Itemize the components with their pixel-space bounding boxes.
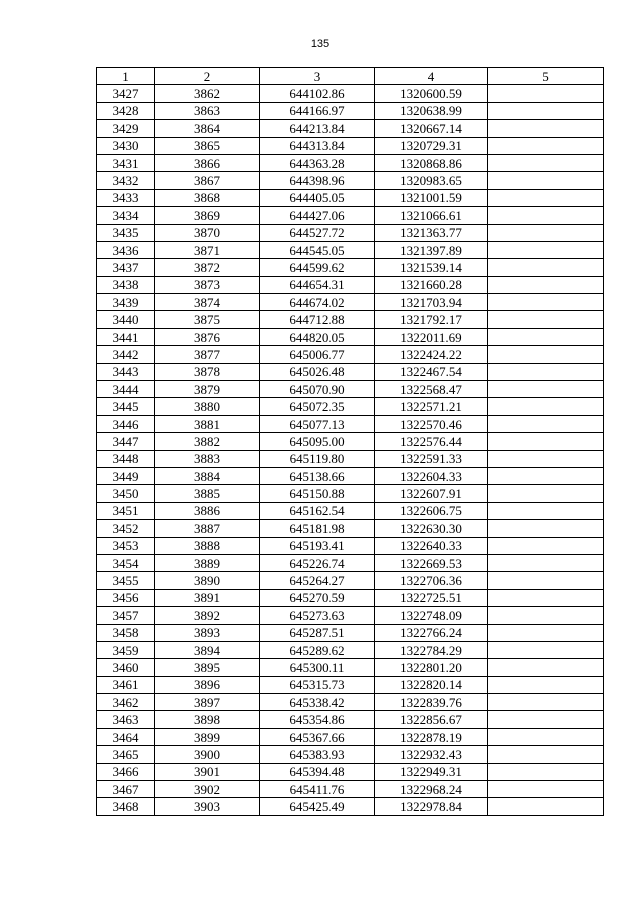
table-cell-col4: 1321703.94 [375,294,488,311]
table-cell-col3: 645383.93 [260,746,375,763]
table-cell-col1: 3432 [97,172,155,189]
table-cell-col4: 1322878.19 [375,728,488,745]
table-cell-col5 [488,189,604,206]
table-cell-col5 [488,363,604,380]
table-row [97,433,604,450]
table-cell-col2: 3885 [155,485,260,502]
table-cell-col1: 3452 [97,520,155,537]
table-cell-col1: 3447 [97,433,155,450]
table-cell-col2: 3863 [155,102,260,119]
table-cell-col5 [488,433,604,450]
table-cell-col4: 1322820.14 [375,676,488,693]
table-cell-col4: 1322839.76 [375,694,488,711]
table-cell-col2: 3872 [155,259,260,276]
table-cell-col4: 1321660.28 [375,276,488,293]
table-cell-col3: 644405.05 [260,189,375,206]
table-cell-col2: 3862 [155,85,260,102]
table-cell-col1: 3456 [97,589,155,606]
table-cell-col1: 3466 [97,763,155,780]
table-cell-col2: 3876 [155,328,260,345]
table-cell-col5 [488,641,604,658]
table-row [97,120,604,137]
table-row [97,781,604,798]
table-cell-col2: 3899 [155,728,260,745]
table-cell-col1: 3436 [97,241,155,258]
table-cell-col2: 3902 [155,781,260,798]
table-cell-col4: 1320983.65 [375,172,488,189]
table-cell-col5 [488,711,604,728]
table-row [97,572,604,589]
table-row [97,711,604,728]
table-cell-col4: 1321066.61 [375,207,488,224]
table-row [97,415,604,432]
table-cell-col5 [488,207,604,224]
column-header-3: 3 [260,68,375,85]
table-cell-col4: 1320638.99 [375,102,488,119]
table-cell-col4: 1322571.21 [375,398,488,415]
table-row [97,241,604,258]
table-body [97,85,604,815]
table-cell-col2: 3884 [155,467,260,484]
table-cell-col3: 644545.05 [260,241,375,258]
table-cell-col3: 645289.62 [260,641,375,658]
table-cell-col1: 3441 [97,328,155,345]
table-cell-col2: 3879 [155,381,260,398]
table-cell-col5 [488,763,604,780]
table-cell-col2: 3877 [155,346,260,363]
table-cell-col2: 3890 [155,572,260,589]
table-row [97,154,604,171]
coordinates-table [96,67,604,816]
table-cell-col5 [488,746,604,763]
table-cell-col2: 3887 [155,520,260,537]
table-cell-col2: 3898 [155,711,260,728]
table-cell-col2: 3881 [155,415,260,432]
table-cell-col3: 644599.62 [260,259,375,276]
table-row [97,328,604,345]
table-cell-col3: 645006.77 [260,346,375,363]
table-cell-col1: 3467 [97,781,155,798]
table-cell-col1: 3427 [97,85,155,102]
table-cell-col3: 645338.42 [260,694,375,711]
table-cell-col4: 1322949.31 [375,763,488,780]
table-cell-col3: 644363.28 [260,154,375,171]
table-row [97,224,604,241]
table-cell-col4: 1320667.14 [375,120,488,137]
table-cell-col2: 3867 [155,172,260,189]
table-cell-col3: 644674.02 [260,294,375,311]
table-cell-col3: 644527.72 [260,224,375,241]
table-row [97,207,604,224]
table-cell-col2: 3874 [155,294,260,311]
table-cell-col1: 3445 [97,398,155,415]
table-cell-col5 [488,415,604,432]
table-cell-col4: 1321363.77 [375,224,488,241]
table-cell-col2: 3875 [155,311,260,328]
table-cell-col2: 3870 [155,224,260,241]
table-cell-col5 [488,85,604,102]
table-cell-col2: 3894 [155,641,260,658]
table-cell-col2: 3865 [155,137,260,154]
table-cell-col2: 3900 [155,746,260,763]
table-cell-col5 [488,154,604,171]
table-cell-col3: 644820.05 [260,328,375,345]
table-cell-col5 [488,398,604,415]
table-cell-col5 [488,554,604,571]
table-cell-col1: 3459 [97,641,155,658]
table-row [97,450,604,467]
table-cell-col4: 1322607.91 [375,485,488,502]
table-cell-col3: 644654.31 [260,276,375,293]
table-cell-col2: 3903 [155,798,260,815]
table-cell-col1: 3444 [97,381,155,398]
table-cell-col2: 3891 [155,589,260,606]
table-row [97,624,604,641]
table-row [97,85,604,102]
table-cell-col2: 3888 [155,537,260,554]
table-cell-col2: 3864 [155,120,260,137]
table-cell-col5 [488,172,604,189]
table-cell-col1: 3442 [97,346,155,363]
table-cell-col3: 644398.96 [260,172,375,189]
table-row [97,798,604,815]
table-cell-col3: 645077.13 [260,415,375,432]
table-row [97,589,604,606]
table-cell-col4: 1320868.86 [375,154,488,171]
table-cell-col4: 1322606.75 [375,502,488,519]
table-cell-col2: 3886 [155,502,260,519]
table-cell-col4: 1322576.44 [375,433,488,450]
table-cell-col1: 3437 [97,259,155,276]
table-cell-col3: 644712.88 [260,311,375,328]
table-cell-col4: 1322570.46 [375,415,488,432]
table-cell-col4: 1322968.24 [375,781,488,798]
table-cell-col2: 3897 [155,694,260,711]
table-row [97,311,604,328]
table-cell-col1: 3462 [97,694,155,711]
table-cell-col5 [488,589,604,606]
table-cell-col1: 3440 [97,311,155,328]
column-header-2: 2 [155,68,260,85]
table-cell-col5 [488,346,604,363]
table-row [97,537,604,554]
table-cell-col1: 3458 [97,624,155,641]
table-row [97,694,604,711]
table-cell-col1: 3428 [97,102,155,119]
table-row [97,728,604,745]
table-row [97,172,604,189]
table-cell-col5 [488,241,604,258]
table-row [97,294,604,311]
table-cell-col5 [488,520,604,537]
table-cell-col5 [488,102,604,119]
table-cell-col4: 1322011.69 [375,328,488,345]
table-cell-col4: 1321539.14 [375,259,488,276]
column-header-4: 4 [375,68,488,85]
table-cell-col1: 3454 [97,554,155,571]
table-cell-col4: 1321397.89 [375,241,488,258]
table-row [97,259,604,276]
table-cell-col3: 645270.59 [260,589,375,606]
table-cell-col4: 1322856.67 [375,711,488,728]
table-cell-col5 [488,328,604,345]
table-row [97,276,604,293]
table-cell-col3: 645226.74 [260,554,375,571]
table-row [97,467,604,484]
table-row [97,502,604,519]
table-cell-col4: 1322568.47 [375,381,488,398]
table-cell-col5 [488,798,604,815]
table-row [97,746,604,763]
table-row [97,676,604,693]
table-cell-col5 [488,694,604,711]
table-row [97,363,604,380]
table-cell-col2: 3893 [155,624,260,641]
table-cell-col3: 645138.66 [260,467,375,484]
table-cell-col3: 644427.06 [260,207,375,224]
table-row [97,607,604,624]
table-row [97,641,604,658]
table-cell-col3: 645193.41 [260,537,375,554]
table-cell-col5 [488,137,604,154]
table-cell-col4: 1322766.24 [375,624,488,641]
table-cell-col5 [488,224,604,241]
table-cell-col1: 3461 [97,676,155,693]
table-cell-col4: 1322630.30 [375,520,488,537]
table-cell-col1: 3464 [97,728,155,745]
table-cell-col3: 644166.97 [260,102,375,119]
table-cell-col1: 3434 [97,207,155,224]
table-cell-col3: 645072.35 [260,398,375,415]
table-cell-col5 [488,659,604,676]
table-cell-col2: 3878 [155,363,260,380]
table-cell-col1: 3446 [97,415,155,432]
table-cell-col5 [488,676,604,693]
table-cell-col4: 1322604.33 [375,467,488,484]
table-cell-col2: 3882 [155,433,260,450]
table-cell-col5 [488,624,604,641]
table-cell-col1: 3463 [97,711,155,728]
table-cell-col4: 1322725.51 [375,589,488,606]
table-cell-col1: 3429 [97,120,155,137]
table-cell-col1: 3453 [97,537,155,554]
table-cell-col5 [488,294,604,311]
table-cell-col3: 645425.49 [260,798,375,815]
table-row [97,137,604,154]
column-header-1: 1 [97,68,155,85]
table-cell-col5 [488,502,604,519]
table-cell-col3: 645315.73 [260,676,375,693]
table-cell-col1: 3465 [97,746,155,763]
table-row [97,520,604,537]
table-row [97,485,604,502]
table-cell-col5 [488,120,604,137]
table-row [97,659,604,676]
table-cell-col5 [488,537,604,554]
table-cell-col3: 645070.90 [260,381,375,398]
table-cell-col1: 3460 [97,659,155,676]
table-cell-col2: 3866 [155,154,260,171]
table-cell-col1: 3439 [97,294,155,311]
table-cell-col2: 3873 [155,276,260,293]
table-cell-col1: 3431 [97,154,155,171]
table-cell-col4: 1322784.29 [375,641,488,658]
table-cell-col3: 645411.76 [260,781,375,798]
table-cell-col4: 1322669.53 [375,554,488,571]
table-cell-col5 [488,276,604,293]
table-cell-col3: 645095.00 [260,433,375,450]
table-row [97,381,604,398]
table-cell-col5 [488,781,604,798]
table-cell-col4: 1320729.31 [375,137,488,154]
table-cell-col1: 3430 [97,137,155,154]
table-cell-col3: 645394.48 [260,763,375,780]
table-header-row [97,68,604,85]
table-cell-col2: 3901 [155,763,260,780]
table-cell-col4: 1322978.84 [375,798,488,815]
table-cell-col1: 3435 [97,224,155,241]
table-cell-col5 [488,311,604,328]
table-cell-col5 [488,259,604,276]
table-cell-col5 [488,450,604,467]
table-cell-col2: 3896 [155,676,260,693]
table-cell-col2: 3892 [155,607,260,624]
table-cell-col2: 3895 [155,659,260,676]
table-cell-col4: 1320600.59 [375,85,488,102]
table-row [97,763,604,780]
table-cell-col2: 3889 [155,554,260,571]
table-cell-col2: 3883 [155,450,260,467]
table-cell-col3: 645181.98 [260,520,375,537]
table-cell-col3: 644213.84 [260,120,375,137]
table-cell-col3: 645273.63 [260,607,375,624]
page-number: 135 [310,38,330,50]
table-cell-col1: 3449 [97,467,155,484]
table-cell-col1: 3450 [97,485,155,502]
table-cell-col5 [488,572,604,589]
table-cell-col1: 3468 [97,798,155,815]
table-cell-col1: 3448 [97,450,155,467]
table-row [97,398,604,415]
table-cell-col4: 1322801.20 [375,659,488,676]
table-cell-col3: 645119.80 [260,450,375,467]
table-cell-col1: 3455 [97,572,155,589]
table-cell-col4: 1322467.54 [375,363,488,380]
table-cell-col3: 645150.88 [260,485,375,502]
table-header [97,68,604,85]
table-row [97,102,604,119]
table-cell-col3: 644102.86 [260,85,375,102]
table-cell-col4: 1322424.22 [375,346,488,363]
table-cell-col5 [488,381,604,398]
table-cell-col3: 645354.86 [260,711,375,728]
table-cell-col5 [488,485,604,502]
table-cell-col3: 645287.51 [260,624,375,641]
table-cell-col4: 1322706.36 [375,572,488,589]
column-header-5: 5 [488,68,604,85]
table-cell-col4: 1322640.33 [375,537,488,554]
table-row [97,189,604,206]
table-cell-col4: 1322591.33 [375,450,488,467]
table-cell-col1: 3451 [97,502,155,519]
table-cell-col1: 3433 [97,189,155,206]
table-cell-col3: 645367.66 [260,728,375,745]
table-cell-col5 [488,728,604,745]
table-cell-col3: 645026.48 [260,363,375,380]
table-cell-col5 [488,467,604,484]
table-cell-col3: 645264.27 [260,572,375,589]
table-row [97,346,604,363]
table-row [97,554,604,571]
table-cell-col2: 3880 [155,398,260,415]
table-cell-col5 [488,607,604,624]
table-cell-col4: 1321001.59 [375,189,488,206]
table-cell-col1: 3438 [97,276,155,293]
table-cell-col1: 3457 [97,607,155,624]
table-cell-col1: 3443 [97,363,155,380]
table-cell-col3: 644313.84 [260,137,375,154]
table-cell-col4: 1321792.17 [375,311,488,328]
table-cell-col2: 3869 [155,207,260,224]
table-cell-col2: 3871 [155,241,260,258]
table-cell-col3: 645162.54 [260,502,375,519]
table-cell-col2: 3868 [155,189,260,206]
table-cell-col3: 645300.11 [260,659,375,676]
table-cell-col4: 1322932.43 [375,746,488,763]
table-cell-col4: 1322748.09 [375,607,488,624]
